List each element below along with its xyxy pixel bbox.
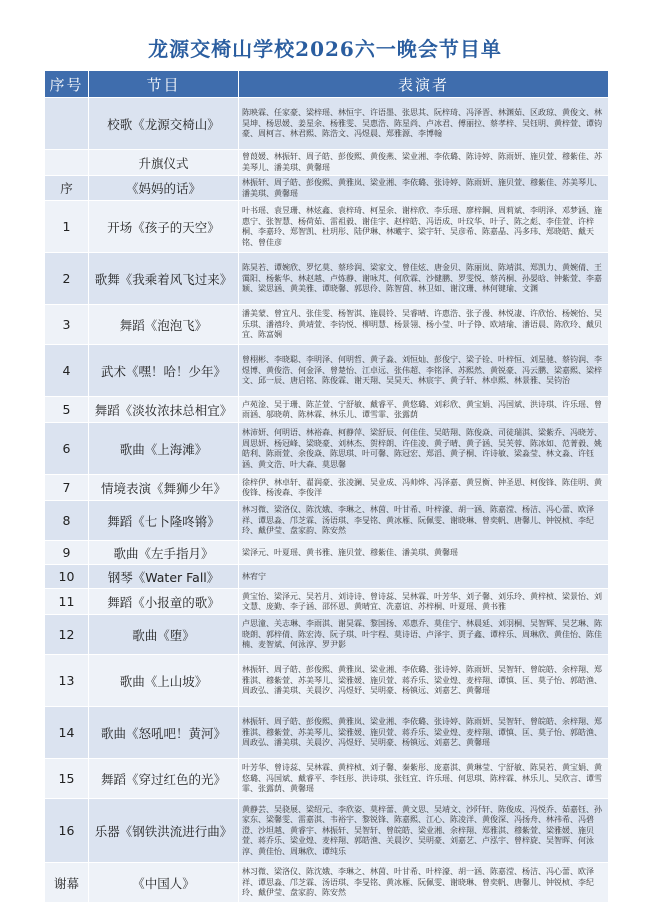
table-row [45, 589, 609, 615]
row-number: 序 [45, 176, 89, 201]
row-number: 9 [45, 541, 89, 565]
row-number: 13 [45, 655, 89, 707]
row-number: 12 [45, 615, 89, 655]
row-number: 6 [45, 423, 89, 475]
row-number: 3 [45, 305, 89, 345]
row-number: 8 [45, 501, 89, 541]
row-program: 开场《孩子的天空》 [89, 201, 239, 253]
row-performers: 林习微、梁洛仪、陈沈娥、李琳之、林茵、叶甘希、叶梓濠、胡一涵、陈嘉滢、杨洁、冯心蕾、欧泽祥、谭思淼、邝芝霖、汤语琪、李旻铭、黄冰雁、阮佩雯、谢晓琳、曾奕帆、唐馨儿、钟锐桢、李纪玲、戴伊莹、盘家韵、陈安然 [239, 501, 609, 541]
row-performers: 徐梓伊、林卓轩、翟润豪、张凌澜、吴业成、冯帅烨、冯泽嘉、黄昱衡、钟圣恩、柯俊锋、陈佳明、黄俊锋、杨浚森、李俊洋 [239, 475, 609, 501]
row-program: 歌曲《左手指月》 [89, 541, 239, 565]
row-performers: 林振轩、周子皓、彭俊熙、黄雅岚、梁业湘、李依璐、张诗婷、陈雨妍、吴智轩、曾皖皓、余梓翔、郑雅淇、穆紫萱、苏美琴儿、梁雅媛、施贝萱、蒋乔乐、梁业煌、麦梓翔、谭慎、匡、莫子怡、郭皓渔、周政弘、潘美琪、关晨汐、冯煜妤、吴明豪、杨镇远、刘嘉艺、黄馨瑶 [239, 707, 609, 759]
row-number: 5 [45, 397, 89, 423]
table-row [45, 98, 609, 150]
row-number: 2 [45, 253, 89, 305]
table-row [45, 863, 609, 903]
row-number: 谢幕 [45, 863, 89, 903]
row-performers: 林宥宁 [239, 565, 609, 589]
row-performers: 潘美蒙、曾宜凡、张佳雯、杨智淇、施晨铃、吴睿晴、许惠浩、张子漫、林悦凄、许欣怡、杨婉怡、吴乐琪、潘禧玲、黄靖萱、李钧悦、柳明慧、杨景翎、杨小莹、叶子铮、欧靖瑜、潘语晨、陈欣玲、戴贝宜、陈富娴 [239, 305, 609, 345]
row-performers: 林振轩、周子皓、彭俊熙、黄雅岚、梁业湘、李依璐、张诗婷、陈雨妍、吴智轩、曾皖皓、余梓翔、郑雅淇、穆紫萱、苏美琴儿、梁雅媛、施贝萱、蒋乔乐、梁业煌、麦梓翔、谭慎、匡、莫子怡、郭皓渔、周政弘、潘美琪、关晨汐、冯煜妤、吴明豪、杨镇远、刘嘉艺、黄馨瑶 [239, 655, 609, 707]
header-program: 节目 [89, 71, 239, 98]
row-number: 15 [45, 759, 89, 799]
table-row [45, 253, 609, 305]
row-program: 歌曲《堕》 [89, 615, 239, 655]
table-row [45, 759, 609, 799]
row-program: 武术《嘿！哈！少年》 [89, 345, 239, 397]
row-program: 《妈妈的话》 [89, 176, 239, 201]
row-program: 歌舞《我乘着风飞过来》 [89, 253, 239, 305]
row-number: 14 [45, 707, 89, 759]
row-program: 升旗仪式 [89, 150, 239, 176]
table-row [45, 423, 609, 475]
table-row [45, 541, 609, 565]
row-program: 校歌《龙源交椅山》 [89, 98, 239, 150]
row-program: 舞蹈《淡妆浓抹总相宜》 [89, 397, 239, 423]
row-number: 16 [45, 799, 89, 863]
row-performers: 林振轩、周子皓、彭俊熙、黄雅岚、梁业湘、李依璐、张诗婷、陈雨妍、施贝萱、穆紫佳、苏美琴儿、潘美琪、黄馨瑶 [239, 176, 609, 201]
page-title: 龙源交椅山学校2026六一晚会节目单 [148, 37, 502, 61]
program-table [44, 70, 609, 903]
row-number: 10 [45, 565, 89, 589]
row-performers: 卢思潼、关志琳、李雨淇、谢昊霖、黎国扬、邓惠乔、莫佳宁、林晨延、刘羽桐、吴智辉、吴艺琳、陈晓朗、郭梓倩、陈宏涛、阮子琪、叶宇程、莫诗语、卢泽宇、贾子鑫、谭梓乐、周琳欣、黄佳怡、陈佳楠、麦智斌、何泳淳、罗尹影 [239, 615, 609, 655]
row-program: 《中国人》 [89, 863, 239, 903]
row-performers: 黄宝怡、梁泽元、吴若月、刘诗诗、曾诗蕊、吴林霖、叶芳华、刘子馨、刘乐玲、黄梓桢、梁景怡、刘文慧、庞勤、李子涵、邵怀恩、黄晴宜、冼嘉谊、苏梓桐、叶夏瑶、黄书雅 [239, 589, 609, 615]
row-number: 7 [45, 475, 89, 501]
row-performers: 陈昊若、谭婉欣、罗忆莫、蔡珍润、梁家文、曾佳炫、唐金贝、陈丽岚、陈靖淇、郑凯力、黄婉倩、王霭阳、杨紫华、林赵越、卢炼静、谢咏芃、何欣霖、沙健鹏、罗雯悦、蔡芮桐、孙晏晗、钟紫萱、李嘉颖、梁思涵、黄美雅、谭晓馨、郭思伶、陈智茵、林卫如、谢汶珊、林何键瑜、文渊 [239, 253, 609, 305]
row-program: 歌曲《上海滩》 [89, 423, 239, 475]
table-row [45, 305, 609, 345]
row-program: 乐器《钢铁洪流进行曲》 [89, 799, 239, 863]
row-program: 舞蹈《穿过红色的光》 [89, 759, 239, 799]
table-row [45, 475, 609, 501]
row-performers: 叶书瑶、袁昱珊、林炫鑫、袁梓琦、柯星余、谢梓欣、李乐瑶、廖梓鋼、周莉斌、李明泽、邓梦涵、施惠宁、张智慧、杨荷茹、雷祖毅、谢佳宇、赵梓皓、冯语成、叶玟华、叶子、陈之彪、李佳萱、许梓桐、李嘉玲、郑智凯、杜玥彤、陆伊琳、林曦宇、梁宇轩、吴彦希、陈嘉晶、冯多玮、郑晓皓、戴天铭、曾佳彦 [239, 201, 609, 253]
row-number: 11 [45, 589, 89, 615]
row-performers: 黄静芸、吴骁展、梁绍元、李欣姿、莫梓蕾、黄文思、吴靖文、沙阡轩、陈俊成、冯悦乔、茹嘉钰、孙家东、梁馨雯、雷嘉淇、韦裕宇、黎锐锋、陈嘉熙、江心、陈凌洋、黄俊深、冯扬舟、林祎希、冯碧澄、沙坦越、黄睿宇、林振轩、吴智轩、曾皖皓、梁业湘、余梓翔、郑雅淇、穆紫萱、梁雅媛、施贝萱、蒋乔乐、梁业煌、麦梓翔、郭皓渔、关晨汐、吴明豪、刘嘉艺、卢泓宇、曾梓旋、吴智晖、何泳淳、黄佳怡、周琳欣、谭纯乐 [239, 799, 609, 863]
row-program: 歌曲《上山坡》 [89, 655, 239, 707]
table-row [45, 176, 609, 201]
row-performers: 陈映霖、任家豪、梁梓瑶、林恒宇、许语墨、张思其、阮梓琦、冯泽晋、林渊茹、区政琼、黄俊文、林昊坤、杨思媛、姜星余、杨雅雯、吴惠浩、陈星尚、卢冰君、傅丽拉、蔡孝梓、吴钰明、黄梓萱、谭钧豪、周柯言、林君熙、陈浩文、冯煜晨、郑雅源、李博翰 [239, 98, 609, 150]
table-row [45, 655, 609, 707]
table-row [45, 565, 609, 589]
table-row [45, 799, 609, 863]
table-row [45, 501, 609, 541]
row-number: 1 [45, 201, 89, 253]
row-program: 歌曲《怒吼吧！黄河》 [89, 707, 239, 759]
row-performers: 林沛妍、何明语、林裕森、柯静萍、梁舒辰、何佳佳、吴皓翔、陈俊焱、司徒瑞淇、梁紫乔、冯晓芳、周思妍、杨冠峰、梁晓豪、刘林杰、贺梓朗、许佳凌、黄子晴、黄子涵、吴芙蓉、陈冰如、范菁毅、姚皓利、陈雨萱、余俊焱、陈思琪、叶可馨、陈冠宏、郑滔、黄子桐、许诗敏、梁淼莹、林文淼、许钰涵、黄文浩、叶大森、莫思馨 [239, 423, 609, 475]
table-header-row [45, 71, 609, 98]
row-number [45, 150, 89, 176]
table-row [45, 150, 609, 176]
row-performers: 林习微、梁洛仪、陈沈娥、李琳之、林茵、叶甘希、叶梓濠、胡一涵、陈嘉滢、杨洁、冯心蕾、欧泽祥、谭思淼、邝芝霖、汤语琪、李旻铭、黄冰雁、阮佩雯、谢晓琳、曾奕帆、唐馨儿、钟锐桢、李纪玲、戴伊莹、盘家韵、陈安然 [239, 863, 609, 903]
table-row [45, 615, 609, 655]
row-program: 舞蹈《泡泡飞》 [89, 305, 239, 345]
row-performers: 曾葭媛、林振轩、周子皓、彭俊熙、黄俊燕、梁业湘、李依璐、陈诗婷、陈雨妍、施贝萱、穆紫佳、苏美琴儿、潘美琪、黄馨瑶 [239, 150, 609, 176]
row-performers: 叶芳华、曾诗蕊、吴林霖、黄梓桢、刘子馨、秦紫彤、庞嘉淇、黄琳莹、宁舒敏、陈昊若、黄宝娟、黄悠璐、冯国斌、戴睿平、李钰彤、洪诗琪、张钰宜、许乐瑶、何思琪、陈梓霖、林乐儿、吴欣言、谭雪霏、张露荫、黄馨瑶 [239, 759, 609, 799]
table-row [45, 345, 609, 397]
row-program: 情境表演《舞狮少年》 [89, 475, 239, 501]
row-program: 舞蹈《小报童的歌》 [89, 589, 239, 615]
row-program: 舞蹈《七卜隆咚锵》 [89, 501, 239, 541]
table-row [45, 707, 609, 759]
row-number: 4 [45, 345, 89, 397]
row-performers: 梁泽元、叶夏瑶、黄书雅、施贝萱、穆紫佳、潘美琪、黄馨瑶 [239, 541, 609, 565]
row-number [45, 98, 89, 150]
header-performers: 表演者 [239, 71, 609, 98]
table-row [45, 201, 609, 253]
header-no: 序号 [45, 71, 89, 98]
row-program: 钢琴《Water Fall》 [89, 565, 239, 589]
row-performers: 卢苑淦、吴于珊、陈芷萱、宁舒敏、戴睿平、黄悠璐、刘彩欣、黄宝娟、冯国斌、洪诗琪、许乐瑶、曾雨涵、邬晓萌、陈林霖、林乐儿、谭雪霏、张露荫 [239, 397, 609, 423]
table-row [45, 397, 609, 423]
row-performers: 曾栩彬、李晓聪、李明泽、何明哲、黄子淼、刘恒灿、彭俊宁、梁子铨、叶梓恒、刘星驰、蔡钧润、李煜博、黄俊浩、何金泽、曾楚怡、江卓远、张伟超、李铭泽、苏熙然、黄锐豪、冯云鹏、梁嘉熙、梁梓文、邱一辰、唐启铭、陈俊霖、谢天翔、吴昊天、林宸宇、黄子轩、林卓熙、林景雅、吴钧治 [239, 345, 609, 397]
